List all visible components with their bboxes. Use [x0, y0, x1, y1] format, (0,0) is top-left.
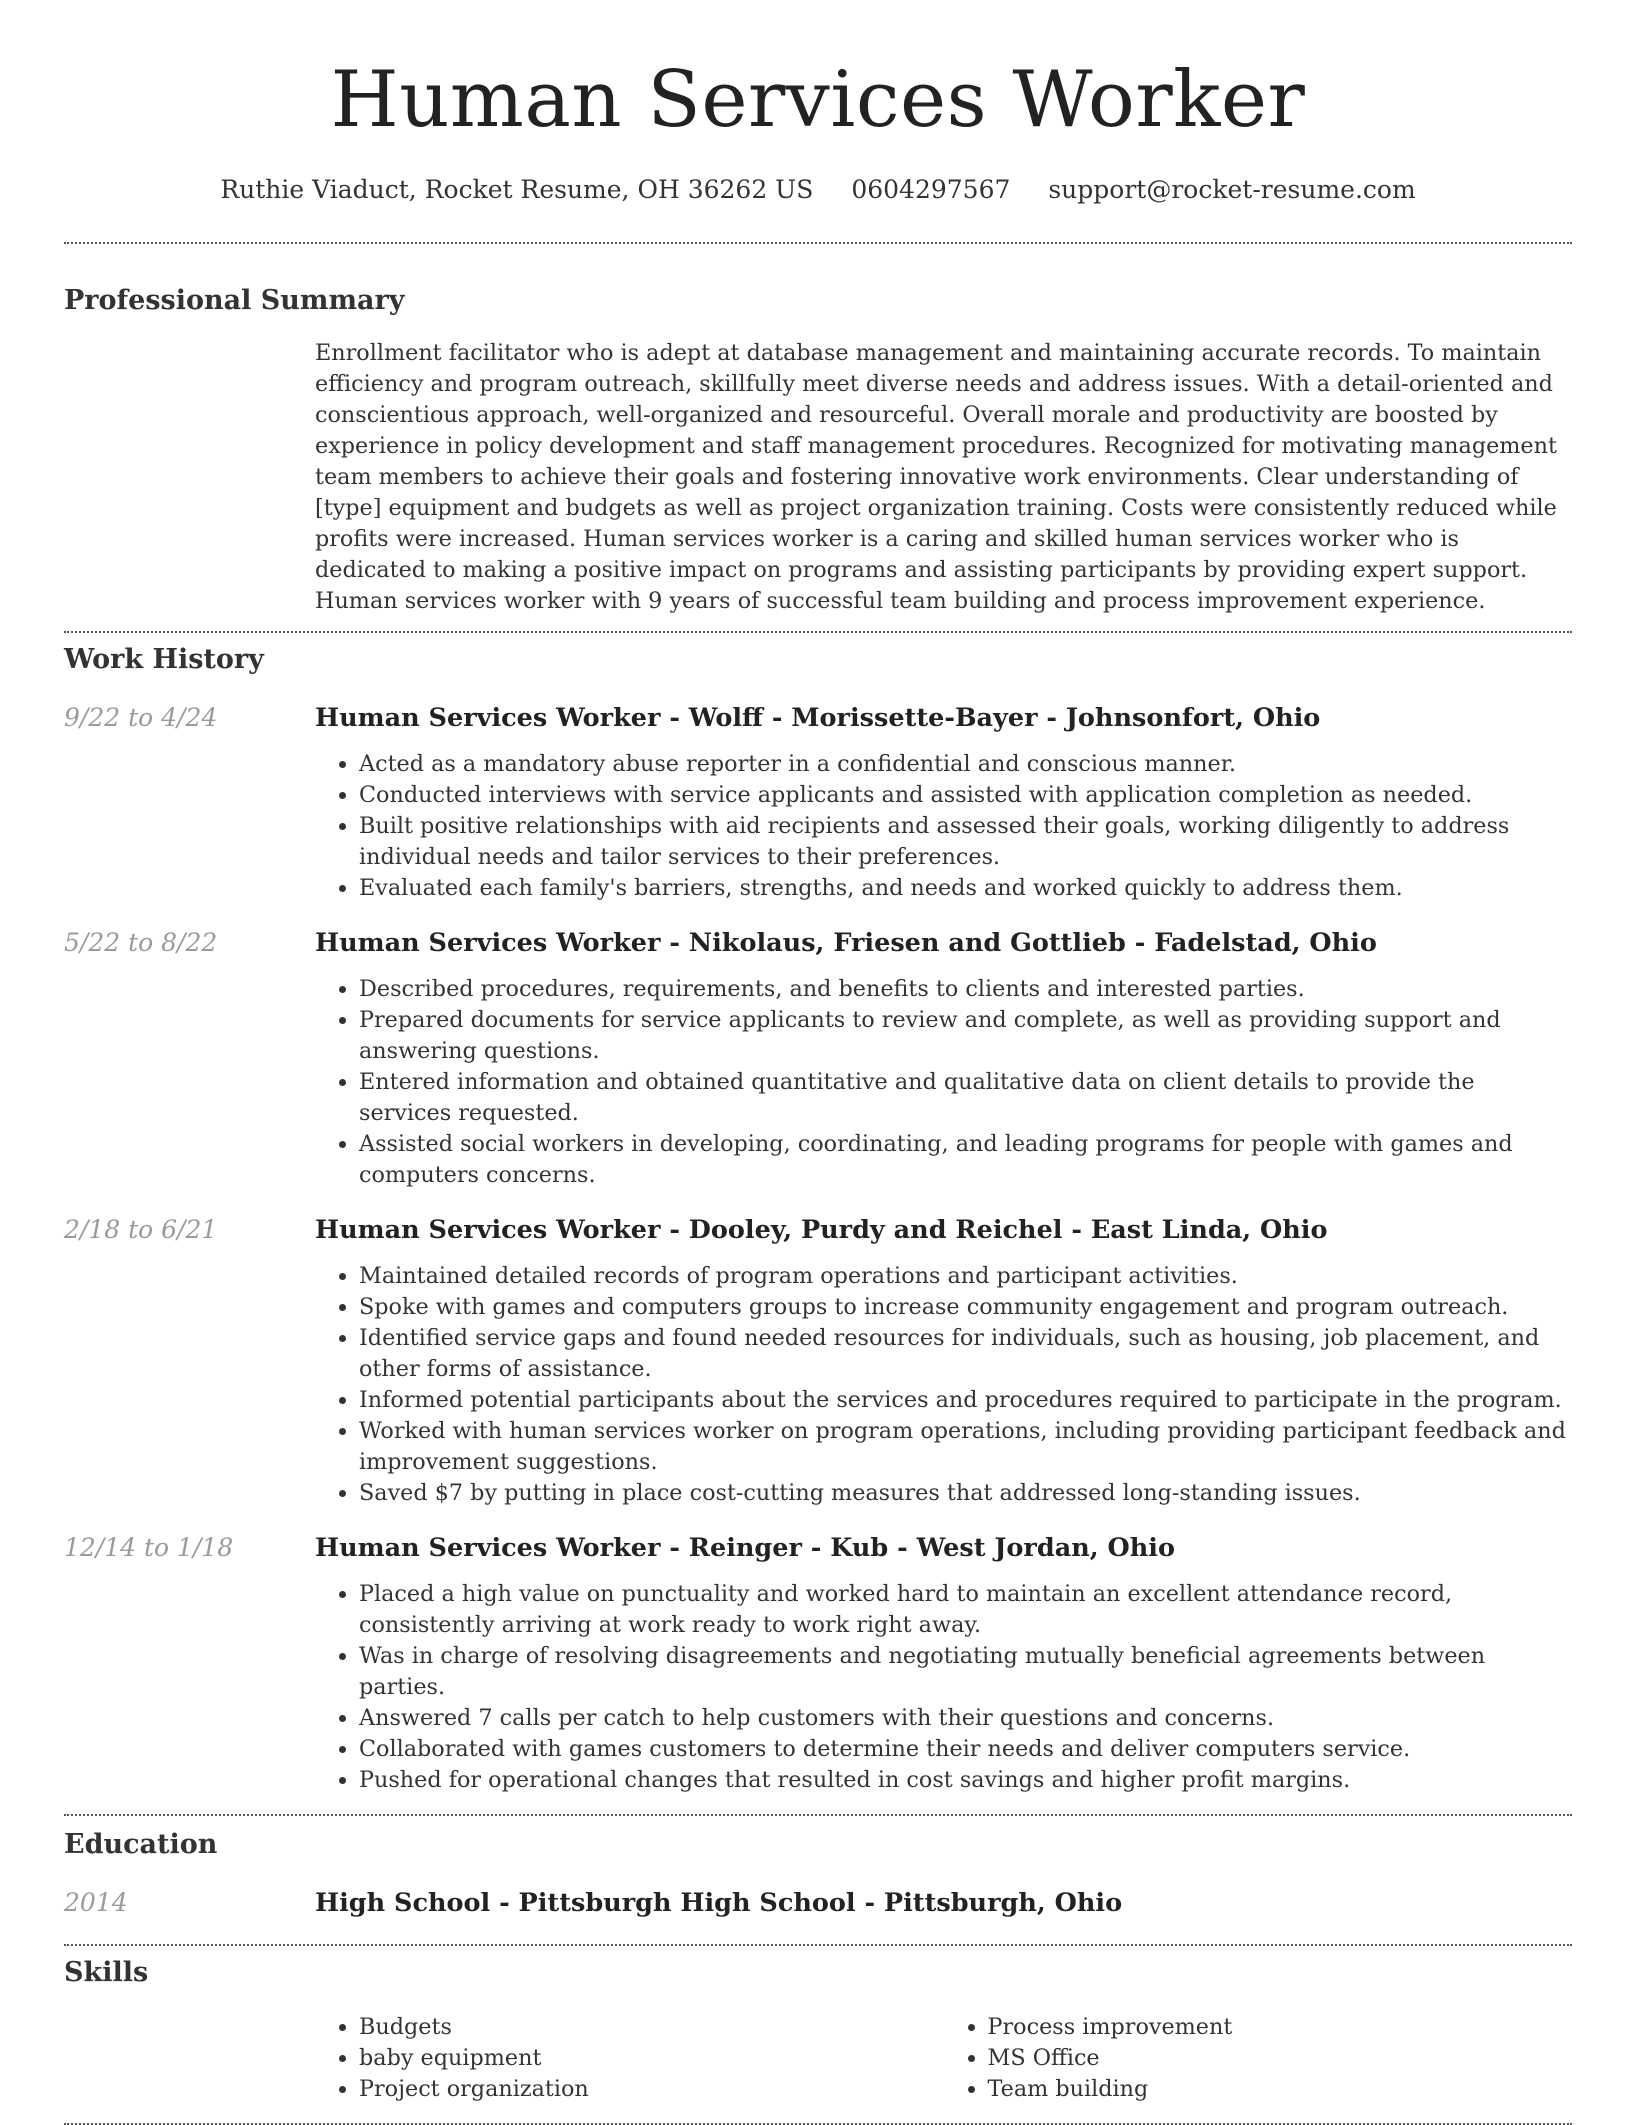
job-bullet: • Collaborated with games customers to determine their needs and deliver computers service.: [359, 1734, 1572, 1765]
job-dates: 9/22 to 4/24: [64, 703, 218, 732]
section-title-summary: Professional Summary: [64, 285, 405, 316]
summary-text: Enrollment facilitator who is adept at database management and maintaining accurate records. To maintain efficiency and program outreach, skillfully meet diverse needs and address issues. With a detail-oriented and conscientious approach, well-organized and resourceful. Overall morale and productivity are boosted by experience in policy development and staff management procedures. Recognized for motivating management team members to achieve their goals and fostering innovative work environments. Clear understanding of [type] equipment and budgets as well as project organization training. Costs were consistently reduced while profits were increased. Human services worker is a caring and skilled human services worker who is dedicated to making a positive impact on programs and assisting participants by providing expert support. Human services worker with 9 years of successful team building and process improvement experience.: [315, 340, 1557, 614]
section-title-education: Education: [64, 1829, 218, 1860]
job-bullet: • Described procedures, requirements, and benefits to clients and interested parties.: [359, 974, 1572, 1005]
job-entry: [64, 926, 1572, 1191]
job-dates: 5/22 to 8/22: [64, 928, 218, 957]
resume-page: [64, 0, 1572, 2125]
contact-line: [64, 173, 1572, 207]
job-dates: 2/18 to 6/21: [64, 1215, 218, 1244]
job-bullet: • Identified service gaps and found needed resources for individuals, such as housing, job placement, and other forms of assistance.: [359, 1323, 1572, 1385]
section-title-skills: Skills: [64, 1957, 149, 1988]
job-bullet: • Pushed for operational changes that resulted in cost savings and higher profit margins.: [359, 1765, 1572, 1796]
job-bullet: • Maintained detailed records of program operations and participant activities.: [359, 1261, 1572, 1292]
skill-item: • Project organization: [359, 2074, 944, 2105]
resume-name: Human Services Worker: [330, 55, 1306, 145]
divider: [64, 1814, 1572, 1816]
skills-column-left: [315, 2012, 944, 2105]
job-entry: [64, 701, 1572, 904]
job-entry: [64, 1213, 1572, 1509]
contact-address: Ruthie Viaduct, Rocket Resume, OH 36262 US: [220, 175, 814, 204]
job-bullet: • Prepared documents for service applicants to review and complete, as well as providing support and answering questions.: [359, 1005, 1572, 1067]
job-title: Human Services Worker - Wolff - Morissette-Bayer - Johnsonfort, Ohio: [315, 703, 1321, 733]
job-dates: 12/14 to 1/18: [64, 1533, 234, 1562]
job-bullet: • Conducted interviews with service applicants and assisted with application completion as needed.: [359, 780, 1572, 811]
contact-phone: 0604297567: [851, 175, 1011, 204]
education-year: 2014: [64, 1888, 128, 1917]
job-bullets: [315, 1261, 1572, 1509]
job-bullets: [315, 1579, 1572, 1796]
section-title-work: Work History: [64, 644, 264, 675]
job-bullet: • Assisted social workers in developing, coordinating, and leading programs for people with games and computers concerns.: [359, 1129, 1572, 1191]
skills-list: [315, 2012, 1572, 2105]
job-bullet: • Worked with human services worker on program operations, including providing participant feedback and improvement suggestions.: [359, 1416, 1572, 1478]
skills-column-right: [944, 2012, 1573, 2105]
job-bullet: • Was in charge of resolving disagreements and negotiating mutually beneficial agreements between parties.: [359, 1641, 1572, 1703]
job-entry: [64, 1531, 1572, 1796]
job-bullets: [315, 974, 1572, 1191]
skill-item: • Budgets: [359, 2012, 944, 2043]
job-bullet: • Evaluated each family's barriers, strengths, and needs and worked quickly to address them.: [359, 873, 1572, 904]
skill-item: • MS Office: [988, 2043, 1573, 2074]
divider: [64, 1944, 1572, 1946]
job-title: Human Services Worker - Nikolaus, Friesen and Gottlieb - Fadelstad, Ohio: [315, 928, 1377, 958]
job-bullet: • Built positive relationships with aid recipients and assessed their goals, working diligently to address individual needs and tailor services to their preferences.: [359, 811, 1572, 873]
job-bullet: • Answered 7 calls per catch to help customers with their questions and concerns.: [359, 1703, 1572, 1734]
job-bullet: • Acted as a mandatory abuse reporter in a confidential and conscious manner.: [359, 749, 1572, 780]
contact-email: support@rocket-resume.com: [1048, 175, 1416, 204]
job-bullet: • Informed potential participants about the services and procedures required to participate in the program.: [359, 1385, 1572, 1416]
skill-item: • baby equipment: [359, 2043, 944, 2074]
skill-item: • Team building: [988, 2074, 1573, 2105]
skill-item: • Process improvement: [988, 2012, 1573, 2043]
job-title: Human Services Worker - Dooley, Purdy and Reichel - East Linda, Ohio: [315, 1215, 1328, 1245]
job-bullets: [315, 749, 1572, 904]
education-entry: [64, 1886, 1572, 1920]
education-title: High School - Pittsburgh High School - Pittsburgh, Ohio: [315, 1888, 1123, 1918]
job-bullet: • Saved $7 by putting in place cost-cutting measures that addressed long-standing issues.: [359, 1478, 1572, 1509]
job-bullet: • Spoke with games and computers groups to increase community engagement and program outreach.: [359, 1292, 1572, 1323]
divider: [64, 242, 1572, 244]
job-bullet: • Placed a high value on punctuality and worked hard to maintain an excellent attendance record, consistently arriving at work ready to work right away.: [359, 1579, 1572, 1641]
job-bullet: • Entered information and obtained quantitative and qualitative data on client details to provide the services requested.: [359, 1067, 1572, 1129]
job-title: Human Services Worker - Reinger - Kub - West Jordan, Ohio: [315, 1533, 1175, 1563]
divider: [64, 631, 1572, 633]
